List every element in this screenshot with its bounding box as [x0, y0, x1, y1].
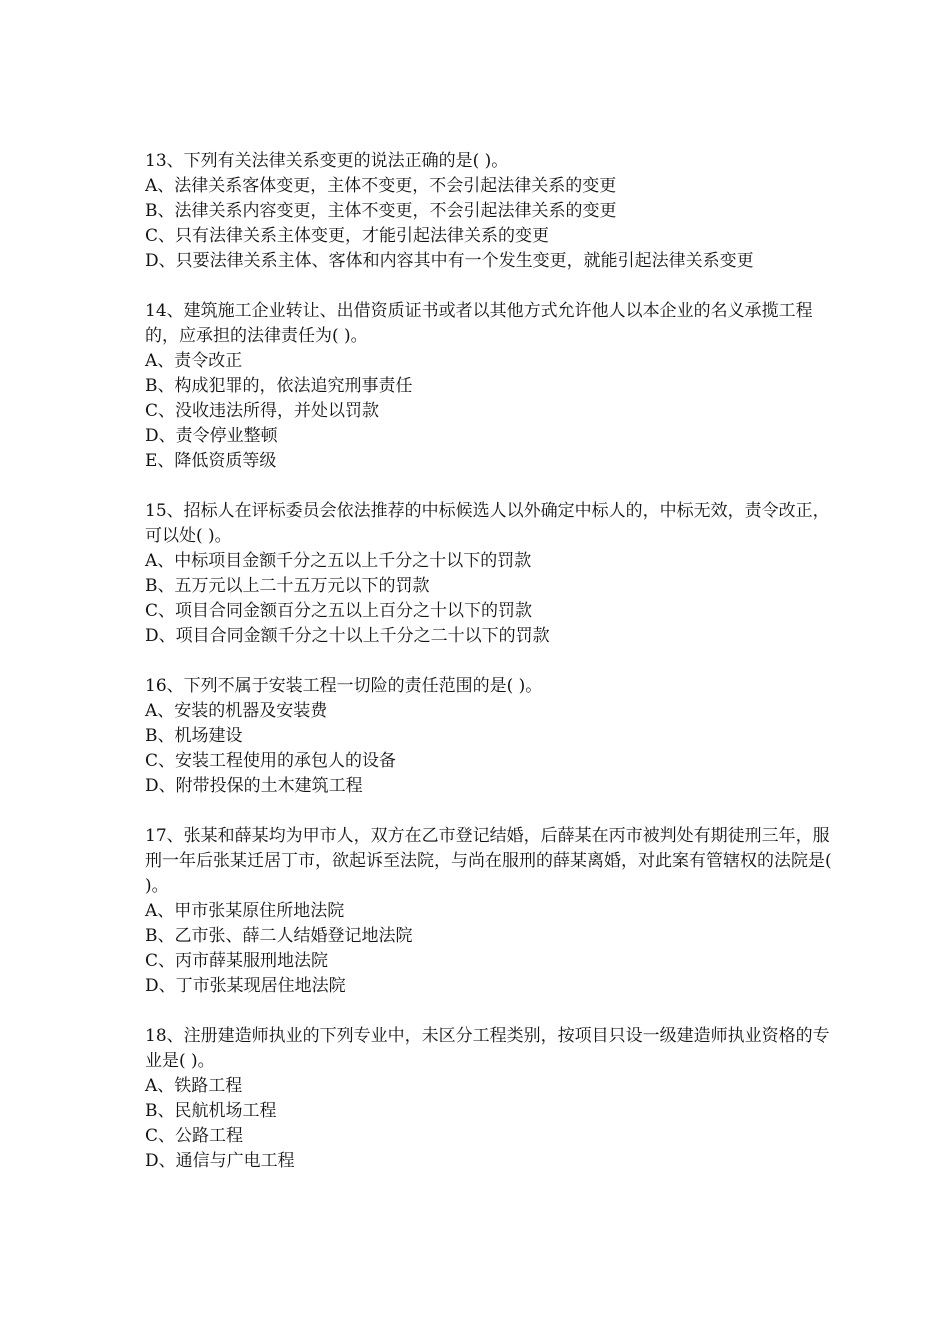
question-stem: 17、张某和薛某均为甲市人，双方在乙市登记结婚，后薛某在丙市被判处有期徒刑三年，服刑一年后张某迁居丁市，欲起诉至法院，与尚在服刑的薛某离婚，对此案有管辖权的法院是( )。: [145, 826, 832, 896]
option-c: C、安装工程使用的承包人的设备: [145, 751, 397, 771]
question-stem: 16、下列不属于安装工程一切险的责任范围的是( )。: [145, 676, 543, 696]
question-stem: 15、招标人在评标委员会依法推荐的中标候选人以外确定中标人的，中标无效，责令改正，可以处( )。: [145, 501, 830, 546]
option-c: C、没收违法所得，并处以罚款: [145, 401, 380, 421]
option-b: B、机场建设: [145, 726, 243, 746]
option-d: D、只要法律关系主体、客体和内容其中有一个发生变更，就能引起法律关系变更: [145, 251, 754, 271]
option-a: A、中标项目金额千分之五以上千分之十以下的罚款: [145, 551, 532, 571]
option-a: A、法律关系客体变更，主体不变更，不会引起法律关系的变更: [145, 176, 617, 196]
question-stem: 13、下列有关法律关系变更的说法正确的是( )。: [145, 151, 509, 171]
question-stem: 18、注册建造师执业的下列专业中，未区分工程类别，按项目只设一级建造师执业资格的专业是( )。: [145, 1026, 830, 1071]
exam-page: [145, 149, 835, 1199]
option-d: D、项目合同金额千分之十以上千分之二十以下的罚款: [145, 626, 550, 646]
option-e: E、降低资质等级: [145, 451, 277, 471]
option-d: D、附带投保的土木建筑工程: [145, 776, 363, 796]
option-d: D、丁市张某现居住地法院: [145, 976, 346, 996]
option-c: C、丙市薛某服刑地法院: [145, 951, 329, 971]
option-c: C、公路工程: [145, 1126, 244, 1146]
option-a: A、铁路工程: [145, 1076, 243, 1096]
option-d: D、责令停业整顿: [145, 426, 278, 446]
option-a: A、甲市张某原住所地法院: [145, 901, 345, 921]
question-13: [145, 149, 835, 274]
option-c: C、只有法律关系主体变更，才能引起法律关系的变更: [145, 226, 550, 246]
question-stem: 14、建筑施工企业转让、出借资质证书或者以其他方式允许他人以本企业的名义承揽工程的，应承担的法律责任为( )。: [145, 301, 813, 346]
option-d: D、通信与广电工程: [145, 1151, 295, 1171]
option-c: C、项目合同金额百分之五以上百分之十以下的罚款: [145, 601, 533, 621]
option-b: B、民航机场工程: [145, 1101, 277, 1121]
option-a: A、安装的机器及安装费: [145, 701, 328, 721]
option-b: B、法律关系内容变更，主体不变更，不会引起法律关系的变更: [145, 201, 617, 221]
question-18: [145, 1024, 835, 1174]
question-16: [145, 674, 835, 799]
question-14: [145, 299, 835, 474]
option-a: A、责令改正: [145, 351, 243, 371]
option-b: B、构成犯罪的，依法追究刑事责任: [145, 376, 413, 396]
question-17: [145, 824, 835, 999]
question-15: [145, 499, 835, 649]
option-b: B、五万元以上二十五万元以下的罚款: [145, 576, 430, 596]
option-b: B、乙市张、薛二人结婚登记地法院: [145, 926, 413, 946]
